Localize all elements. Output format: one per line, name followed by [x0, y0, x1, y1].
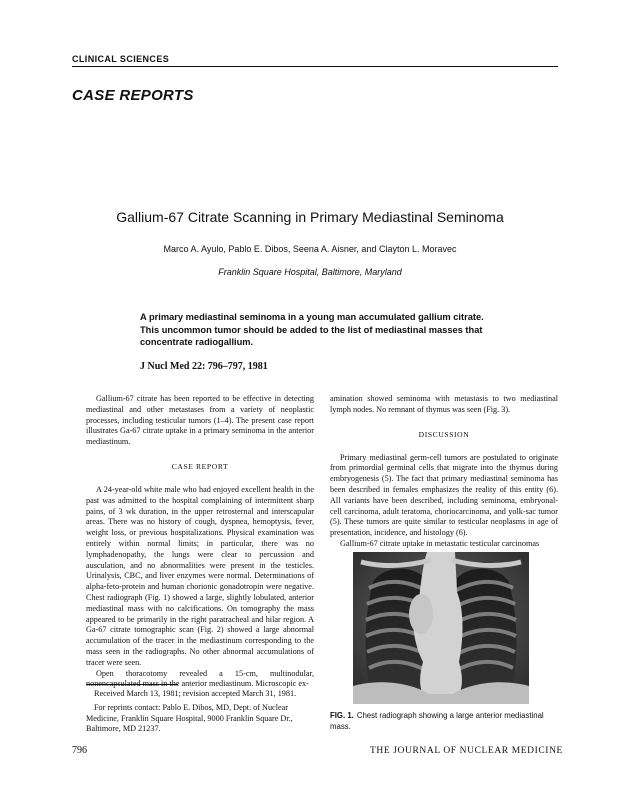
reprints-note: For reprints contact: Pablo E. Dibos, MD, Dept. of Nuclear Medicine, Franklin Square Hospital, 9000 Franklin Square Dr., Baltimore, MD 21237. — [86, 702, 293, 734]
section-label: CLINICAL SCIENCES — [72, 54, 170, 64]
article-title: Gallium-67 Citrate Scanning in Primary Mediastinal Seminoma — [116, 209, 504, 225]
footnotes — [86, 689, 314, 738]
section-rule — [72, 66, 558, 67]
figure-label: FIG. 1. — [330, 711, 354, 720]
abstract: A primary mediastinal seminoma in a young man accumulated gallium citrate. This uncommon tumor should be added to the list of mediastinal masses that concentrate radiogallium. — [140, 312, 484, 347]
category-heading: CASE REPORTS — [72, 87, 194, 104]
article-affiliation: Franklin Square Hospital, Baltimore, Maryland — [218, 267, 402, 277]
case-paragraph-2: Open thoracotomy revealed a 15-cm, multinodular, nonencapsulated mass in the anterior mediastinum. Microscopic ex- — [86, 668, 314, 689]
figure-caption-text: Chest radiograph showing a large anterior mediastinal mass. — [330, 711, 544, 731]
article-authors: Marco A. Ayulo, Pablo E. Dibos, Seena A. Aisner, and Clayton L. Moravec — [163, 244, 457, 254]
intro-paragraph: Gallium-67 citrate has been reported to be effective in detecting mediastinal and other metastases from a variety of neoplastic processes, including testicular tumors (1–4). The present case report illustrates Ga-67 citrate uptake in a primary seminoma in the anterior mediastinum. — [86, 394, 314, 447]
page-number: 796 — [72, 745, 87, 756]
discussion-paragraph-1: Primary mediastinal germ-cell tumors are postulated to originate from primordial germinal cells that migrate into the thymus during embryogenesis (5). The fact that primary mediastinal seminoma has been described in females emphasizes the reality of this entity (6). All variants have been described, including seminoma, embryonal-cell carcinoma, adult teratoma, choriocarcinoma, and yolk-sac tumor (5). These tumors are quite similar to testicular neoplasms in age of presentation, incidence, and histology (6). — [330, 452, 558, 538]
continuation-paragraph: amination showed seminoma with metastasis to two mediastinal lymph nodes. No remnant of thymus was seen (Fig. 3). — [330, 394, 558, 414]
figure-caption — [330, 711, 560, 732]
chest-radiograph-figure — [353, 552, 529, 704]
radiograph-image — [353, 552, 529, 704]
footnote-rule — [86, 684, 178, 685]
case-paragraph-1: A 24-year-old white male who had enjoyed excellent health in the past was admitted to the hospital complaining of intermittent sharp pains, of 3 wk duration, in the upper retrosternal and interscapular areas. There was no history of cough, dyspnea, hemoptysis, fever, weight loss, or previous hospitalizations. Physical examination was entirely within normal limits; in particular, there was no lymphadenopathy, the lungs were clear to percussion and ausculation, and no abnormalities were present in the testicles. Urinalysis, CBC, and liver enzymes were normal. Determinations of alpha-feto-protein and human chorionic gonadotropin were negative. Chest radiograph (Fig. 1) showed a large, slightly lobulated, anterior mediastinal mass with no calcifications. On tomography the mass appeared to be primarily in the right paratracheal and hilar region. A Ga-67 citrate tomographic scan (Fig. 2) showed a large abnormal accumulation of the tracer in the mediastinum corresponding to the mass seen in the radiographs. No other abnormal accumulations of tracer were seen. — [86, 484, 314, 667]
journal-name: THE JOURNAL OF NUCLEAR MEDICINE — [370, 746, 563, 756]
received-note: Received March 13, 1981; revision accepted March 31, 1981. — [94, 689, 297, 698]
left-column — [86, 394, 314, 690]
citation: J Nucl Med 22: 796–797, 1981 — [140, 361, 268, 372]
discussion-paragraph-2: Gallium-67 citrate uptake in metastatic testicular carcinomas — [340, 538, 540, 548]
discussion-heading: DISCUSSION — [418, 429, 470, 439]
case-report-heading: CASE REPORT — [171, 461, 229, 471]
right-column — [330, 394, 558, 550]
